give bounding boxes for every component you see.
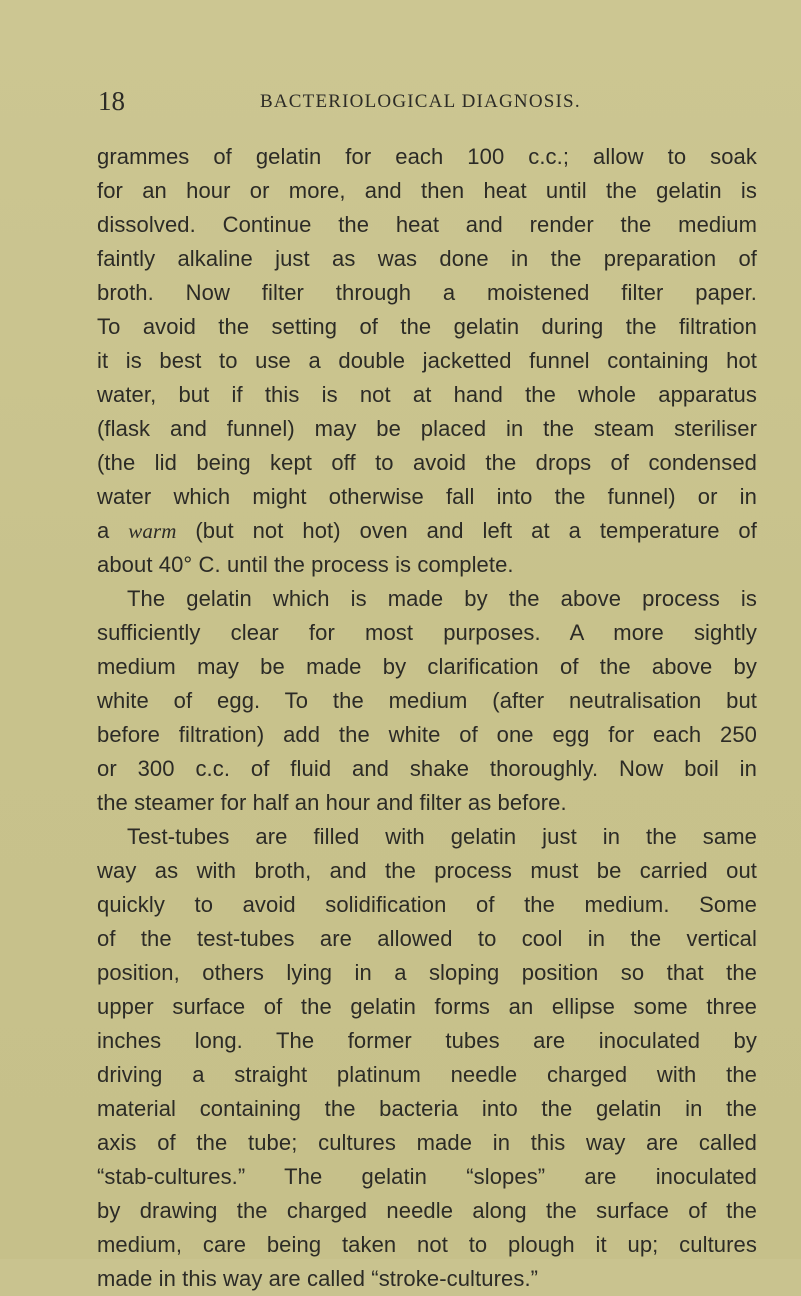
text-line: (flask and funnel) may be placed in the steam steriliser [97, 416, 757, 441]
text-line: grammes of gelatin for each 100 c.c.; allow to soak [97, 144, 757, 169]
text-line: material containing the bacteria into the gelatin in the [97, 1096, 757, 1121]
running-head: BACTERIOLOGICAL DIAGNOSIS. [260, 91, 581, 112]
text-line: or 300 c.c. of fluid and shake thoroughly. Now boil in [97, 756, 757, 781]
text-line: (the lid being kept off to avoid the drops of condensed [97, 450, 757, 475]
text-line: The gelatin which is made by the above process is [127, 586, 757, 611]
text-line: driving a straight platinum needle charged with the [97, 1062, 757, 1087]
text-line: of the test-tubes are allowed to cool in the vertical [97, 926, 757, 951]
text-span: a [97, 518, 129, 543]
text-line: axis of the tube; cultures made in this way are called [97, 1130, 757, 1155]
text-line: dissolved. Continue the heat and render the medium [97, 212, 757, 237]
text-line: “stab-cultures.” The gelatin “slopes” are inoculated [97, 1164, 757, 1189]
body-text [97, 140, 757, 1296]
text-line: way as with broth, and the process must be carried out [97, 858, 757, 883]
text-line: position, others lying in a sloping position so that the [97, 960, 757, 985]
text-line: for an hour or more, and then heat until the gelatin is [97, 178, 757, 203]
text-line: made in this way are called “stroke-cultures.” [97, 1266, 539, 1291]
text-line: broth. Now filter through a moistened filter paper. [97, 280, 757, 305]
text-line: water, but if this is not at hand the whole apparatus [97, 382, 757, 407]
page-header [98, 84, 718, 118]
text-line: by drawing the charged needle along the surface of the [97, 1198, 757, 1223]
text-line: medium may be made by clarification of the above by [97, 654, 757, 679]
text-line: faintly alkaline just as was done in the preparation of [97, 246, 757, 271]
text-span: (but not hot) oven and left at a temperature of [176, 518, 757, 543]
italic-word: warm [128, 519, 177, 543]
text-line: Test-tubes are filled with gelatin just in the same [127, 824, 757, 849]
text-line: medium, care being taken not to plough it up; cultures [97, 1232, 757, 1257]
text-line: sufficiently clear for most purposes. A more sightly [97, 620, 757, 645]
text-line: inches long. The former tubes are inoculated by [97, 1028, 757, 1053]
text-line-with-italic [97, 514, 757, 548]
text-line: water which might otherwise fall into the funnel) or in [97, 484, 757, 509]
text-line: it is best to use a double jacketted funnel containing hot [97, 348, 757, 373]
text-line: white of egg. To the medium (after neutralisation but [97, 688, 757, 713]
text-line: before filtration) add the white of one egg for each 250 [97, 722, 757, 747]
text-line: upper surface of the gelatin forms an ellipse some three [97, 994, 757, 1019]
text-line: quickly to avoid solidification of the medium. Some [97, 892, 757, 917]
text-line: the steamer for half an hour and filter as before. [97, 790, 567, 815]
page-number: 18 [98, 86, 125, 116]
text-line: To avoid the setting of the gelatin during the filtration [97, 314, 757, 339]
text-line: about 40° C. until the process is complete. [97, 552, 514, 577]
